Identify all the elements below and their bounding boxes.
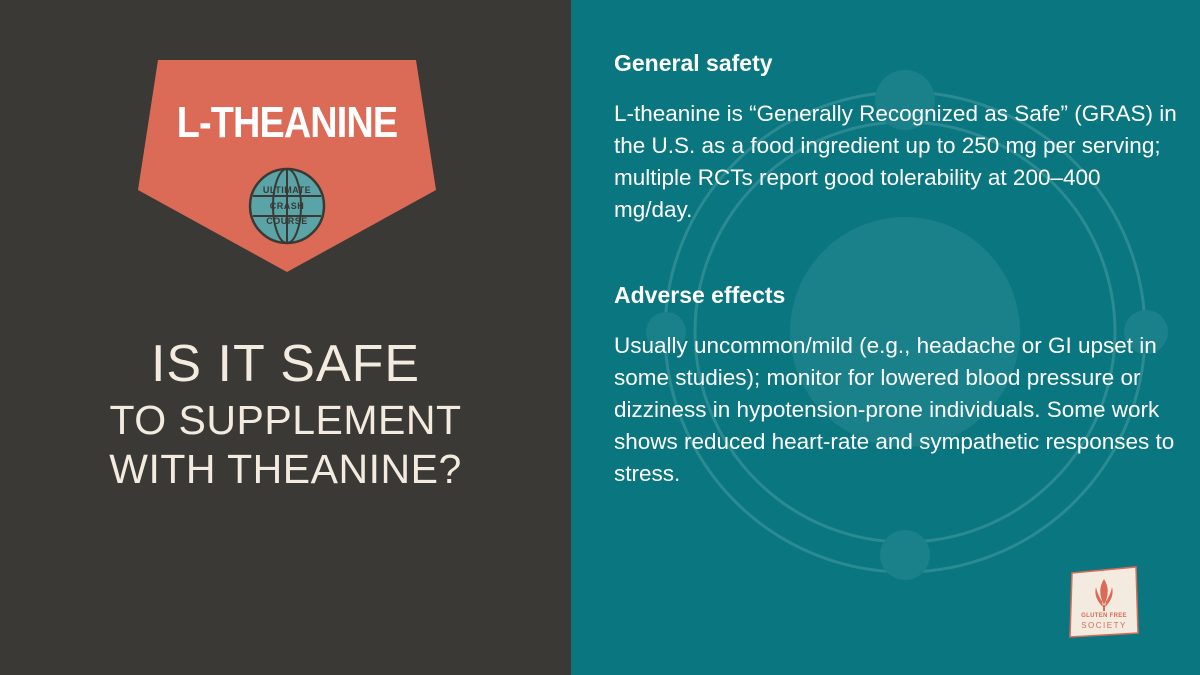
section-heading-general-safety: General safety [614, 50, 773, 76]
main-question [0, 335, 571, 492]
logo-text-gluten-free: GLUTEN FREE [1081, 613, 1127, 619]
section-body-general-safety: L-theanine is “Generally Recognized as Safe” (GRAS) in the U.S. as a food ingredient up to 250 mg per serving; multiple RCTs report good tolerability at 200–400 mg/day. [614, 101, 1177, 222]
question-line-1: IS IT SAFE [150, 335, 421, 393]
question-line-3: WITH THEANINE? [109, 446, 462, 492]
seal-line-1: ULTIMATE [262, 185, 312, 195]
seal-line-2: CRASH [269, 201, 305, 211]
section-heading-adverse-effects: Adverse effects [614, 282, 786, 308]
section-body-adverse-effects: Usually uncommon/mild (e.g., headache or GI upset in some studies); monitor for lowered blood pressure or dizziness in hypotension-prone individuals. Some work shows reduced heart-rate and sympathetic responses to stress. [614, 333, 1175, 486]
seal-line-3: COURSE [266, 216, 308, 226]
question-line-2: TO SUPPLEMENT [109, 397, 462, 443]
logo-text-society: SOCIETY [1081, 621, 1127, 630]
badge-title: L-THEANINE [176, 98, 398, 147]
